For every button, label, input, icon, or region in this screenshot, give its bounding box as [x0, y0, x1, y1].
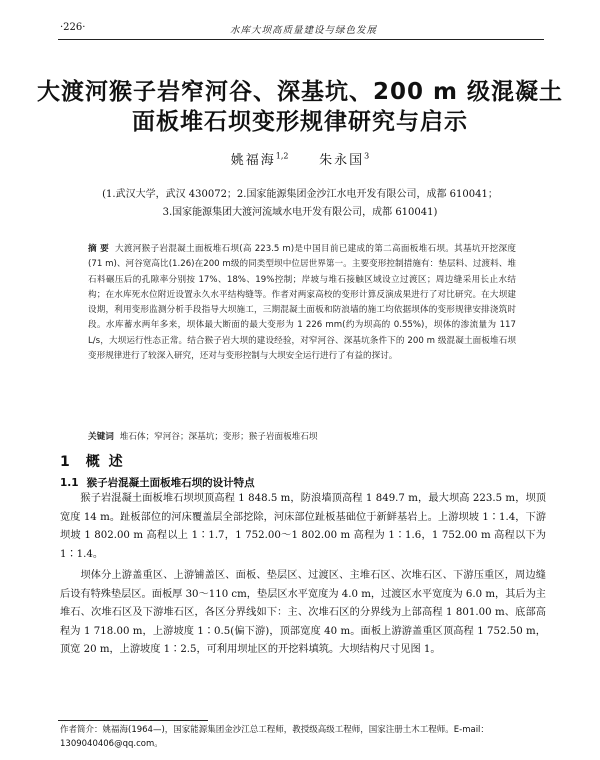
journal-title: 水库大坝高质量建设与绿色发展: [230, 25, 378, 36]
subsection-number: 1.1: [60, 477, 79, 489]
paper-title-line-1: 大渡河猴子岩窄河谷、深基坑、200 m 级混凝土: [37, 79, 563, 105]
author-name: 姚福海: [230, 153, 276, 168]
running-header: [60, 22, 544, 38]
section-title: 概 述: [85, 454, 125, 470]
affiliation-line-2: 3.国家能源集团大渡河流域水电开发有限公司，成都 610041): [162, 207, 438, 218]
author-name: 朱永国: [319, 153, 365, 168]
author-affiliation-mark: 3: [364, 151, 370, 161]
author-list: [0, 149, 600, 168]
subsection-title: 猴子岩混凝土面板堆石坝的设计特点: [86, 477, 255, 489]
keywords: [88, 430, 516, 445]
body-paragraph: 坝体分上游盖重区、上游铺盖区、面板、垫层区、过渡区、主堆石区、次堆石区、下游压重区，周边缝后设有特殊垫层区。面板厚 30～110 cm，垫层区水平宽度为 4.0 m，过渡区水平宽度为 6.0 m，其后为主堆石、次堆石区及下游堆石区，各区分界线如下：主、次堆石区的分界线为上部高程 1 801.00 m、底部高程为 1 718.00 m，上游坡度 1∶0.5(偏下游)，顶部宽度 40 m。面板上游游盖重区顶高程 1 752.50 m，顶宽 20 m，上游坡度 1∶2.5，可利用坝址区的开挖料填筑。大坝结构尺寸见图 1。: [60, 570, 546, 655]
header-divider: [58, 39, 544, 40]
keywords-text: 堆石体；窄河谷；深基坑；变形；猴子岩面板堆石坝: [119, 432, 318, 442]
keywords-label: 关键词: [88, 432, 114, 442]
abstract-text: 大渡河猴子岩混凝土面板堆石坝(高 223.5 m)是中国目前已建成的第二高面板堆石坝。其基坑开挖深度(71 m)、河谷宽高比(1.26)在200 m级的同类型坝中位居世界第一。主要变形控制措施有：垫层料、过渡料、堆石料碾压后的孔隙率分别按 17%、18%、19%控制；岸坡与堆石接触区域设立过渡区；周边缝采用长止水结构；在水库死水位附近设置永久水平结构缝等。作者对两家高校的变形计算反演成果进行了对比研究。在大坝建设期，利用变形监测分析手段指导大坝施工，三期混凝土面板和防浪墙的施工均依据坝体的变形规律安排浇筑时段。水库蓄水两年多来，坝体最大断面的最大变形为 1 226 mm(约为坝高的 0.55%)，坝体的渗流量为 117 L/s，大坝运行性态正常。结合猴子岩大坝的建设经验，对窄河谷、深基坑条件下的 200 m 级混凝土面板堆石坝变形规律进行了较深入研究，还对与变形控制与大坝安全运行进行了有益的探讨。: [88, 244, 516, 362]
body-paragraph: 猴子岩混凝土面板堆石坝坝顶高程 1 848.5 m，防浪墙顶高程 1 849.7 m，最大坝高 223.5 m，坝顶宽度 14 m。趾板部位的河床覆盖层全部挖除，河床部位趾板基础位于新鲜基岩上。上游坝坡 1∶1.4，下游坝坡 1 802.00 m 高程以上 1∶1.7，1 752.00～1 802.00 m 高程为 1∶1.6，1 752.00 m 高程以下为 1∶1.4。: [60, 493, 546, 560]
subsection-heading: [60, 475, 255, 490]
author-footnote: 作者简介：姚福海(1964—)，国家能源集团金沙江总工程师，教授级高级工程师，国家注册土木工程师。E-mail：1309040406@qq.com。: [60, 725, 489, 749]
section-number: 1: [60, 454, 72, 470]
author-affiliation-mark: 1,2: [275, 151, 289, 161]
affiliation-line-1: (1.武汉大学，武汉 430072；2.国家能源集团金沙江水电开发有限公司，成都 610041；: [102, 189, 498, 200]
abstract-label: 摘 要: [88, 244, 110, 254]
paper-title-line-2: 面板堆石坝变形规律研究与启示: [132, 109, 468, 135]
abstract: [88, 242, 516, 364]
section-heading: [60, 451, 125, 471]
page-number: ·226·: [60, 22, 86, 33]
footnote-divider: [58, 720, 208, 721]
